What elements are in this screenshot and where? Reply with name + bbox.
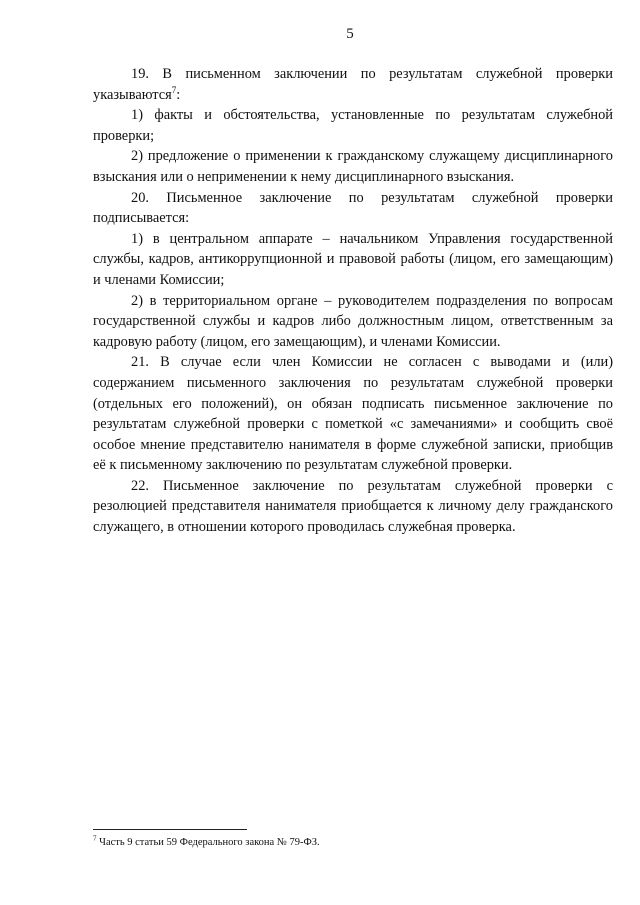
paragraph-20: 20. Письменное заключение по результатам служебной проверки подписывается:: [93, 189, 613, 227]
paragraph-22: 22. Письменное заключение по результатам служебной проверки с резолюцией представителя нанимателя приобщается к личному делу гражданского служащего, в отношении которого проводилась служебная проверка.: [93, 477, 613, 536]
paragraph-19: [93, 64, 613, 105]
paragraph-20-item-2: 2) в территориальном органе – руководителем подразделения по вопросам государственной службы и кадров либо должностным лицом, ответственным за кадровую работу (лицом, его замещающим), и членами Комиссии.: [93, 292, 613, 350]
footnote-reference: 7: [171, 84, 177, 95]
paragraph-19-item-2: 2) предложение о применении к гражданскому служащему дисциплинарного взыскания или о неприменении к нему дисциплинарного взыскания.: [93, 148, 613, 185]
footnote: [93, 836, 613, 849]
paragraph-19-item-1: 1) факты и обстоятельства, установленные по результатам служебной проверки;: [93, 107, 613, 144]
page-number: 5: [346, 26, 354, 42]
footnote-number: 7: [93, 834, 97, 843]
paragraph-20-item-1: 1) в центральном аппарате – начальником Управления государственной службы, кадров, антикоррупционной и правовой работы (лицом, его замещающим) и членами Комиссии;: [93, 230, 613, 288]
footnote-divider: [93, 829, 247, 830]
paragraph-19-tail: :: [176, 86, 181, 103]
footnote-text: Часть 9 статьи 59 Федерального закона № 79-ФЗ.: [96, 837, 320, 848]
paragraph-19-text: 19. В письменном заключении по результатам служебной проверки указываются: [93, 66, 613, 103]
document-body: [93, 64, 613, 538]
paragraph-21: 21. В случае если член Комиссии не согласен с выводами и (или) содержанием письменного заключения по результатам служебной проверки (отдельных его положений), он обязан подписать письменное заключение по результатам служебной проверки с пометкой «с замечаниями» и сообщить своё особое мнение представителю нанимателя в форме служебной записки, приобщив её к письменному заключению по результатам служебной проверки.: [93, 354, 613, 474]
